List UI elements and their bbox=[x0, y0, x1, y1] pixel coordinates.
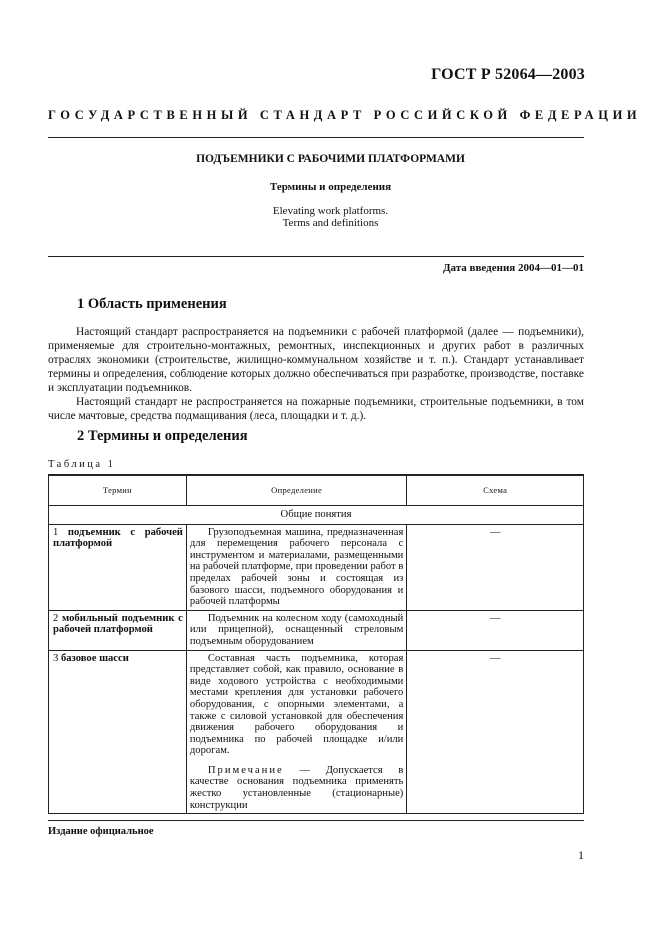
section2-heading: 2 Термины и определения bbox=[77, 428, 248, 444]
edition-label: Издание официальное bbox=[48, 826, 154, 837]
column-header-term: Термин bbox=[49, 475, 187, 506]
scheme-cell: — bbox=[407, 610, 584, 650]
term-text: подъемник с рабочей платформой bbox=[53, 526, 183, 550]
page-number: 1 bbox=[578, 848, 584, 862]
section1-body bbox=[48, 325, 584, 423]
note-label: Примечание bbox=[207, 764, 284, 776]
term-text: мобильный подъемник с рабочей платформой bbox=[53, 612, 183, 636]
standard-title: ПОДЪЕМНИКИ С РАБОЧИМИ ПЛАТФОРМАМИ bbox=[196, 153, 465, 165]
definition-text: Грузоподъемная машина, предназначенная для перемещения рабочего персонала с инструментом и материалами, размещенными на рабочей платформе, при проведении работ в пределах рабочей зоны и состоящая из базового шасси, подъемного оборудования и рабочей платформы bbox=[189, 526, 404, 608]
header-divider bbox=[48, 137, 584, 138]
term-cell bbox=[49, 524, 187, 610]
definition-note bbox=[190, 765, 403, 811]
note-text: — Допускается в качестве основания подъемника применять жестко установленные (стационарные) конструкции bbox=[189, 764, 404, 811]
scheme-cell: — bbox=[407, 524, 584, 610]
column-header-scheme: Схема bbox=[407, 475, 584, 506]
definition-text: Подъемник на колесном ходу (самоходный или прицепной), оснащенный стреловым подъемным оборудованием bbox=[189, 612, 404, 647]
column-header-definition: Определение bbox=[186, 475, 406, 506]
term-number: 1 bbox=[53, 526, 59, 538]
table-row bbox=[49, 650, 584, 814]
table-row bbox=[49, 610, 584, 650]
definition-text: Составная часть подъемника, которая представляет собой, как правило, основание в виде ходового устройства с необходимыми местами крепления для установки рабочего оборудования, с опорными элементами, а также с силовой установкой для обеспечения движения рабочего оборудования и подъемника по рабочей площадке и/или дорогам. bbox=[189, 652, 404, 757]
table-group-row bbox=[49, 506, 584, 525]
term-number: 2 bbox=[53, 612, 59, 624]
term-cell bbox=[49, 610, 187, 650]
document-number: ГОСТ Р 52064—2003 bbox=[431, 66, 585, 83]
terms-table bbox=[48, 474, 584, 814]
term-cell bbox=[49, 650, 187, 814]
title-divider bbox=[48, 256, 584, 257]
definition-cell bbox=[186, 524, 406, 610]
english-title-line2: Terms and definitions bbox=[282, 217, 379, 229]
group-heading: Общие понятия bbox=[49, 506, 584, 525]
term-text: базовое шасси bbox=[60, 652, 129, 664]
table-header-row bbox=[49, 475, 584, 506]
section1-paragraph1: Настоящий стандарт распространяется на подъемники с рабочей платформой (далее — подъемники), применяемые для строительно-монтажных, ремонтных, инспекционных и других работ в различных отраслях экономики (строительстве, жилищно-коммунальном хозяйстве и т. п.). Стандарт устанавливает термины и определения, соблюдение которых должно обеспечиваться при разработке, производстве, поставке и эксплуатации подъемников. bbox=[48, 326, 584, 394]
state-standard-heading: ГОСУДАРСТВЕННЫЙ СТАНДАРТ РОССИЙСКОЙ ФЕДЕРАЦИИ bbox=[48, 108, 642, 122]
term-number: 3 bbox=[53, 652, 59, 664]
table-label: Таблица 1 bbox=[48, 459, 116, 470]
definition-cell bbox=[186, 610, 406, 650]
footer-divider bbox=[48, 820, 584, 821]
standard-subtitle: Термины и определения bbox=[269, 181, 392, 193]
scheme-cell: — bbox=[407, 650, 584, 814]
english-title-line1: Elevating work platforms. bbox=[272, 205, 389, 217]
introduction-date: Дата введения 2004—01—01 bbox=[442, 262, 584, 274]
english-title bbox=[48, 205, 613, 229]
section1-paragraph2: Настоящий стандарт не распространяется на пожарные подъемники, строительные подъемники, в том числе мачтовые, средства подмащивания (леса, площадки и т. д.). bbox=[48, 396, 584, 422]
section1-heading: 1 Область применения bbox=[77, 296, 227, 312]
definition-cell bbox=[186, 650, 406, 814]
table-row bbox=[49, 524, 584, 610]
